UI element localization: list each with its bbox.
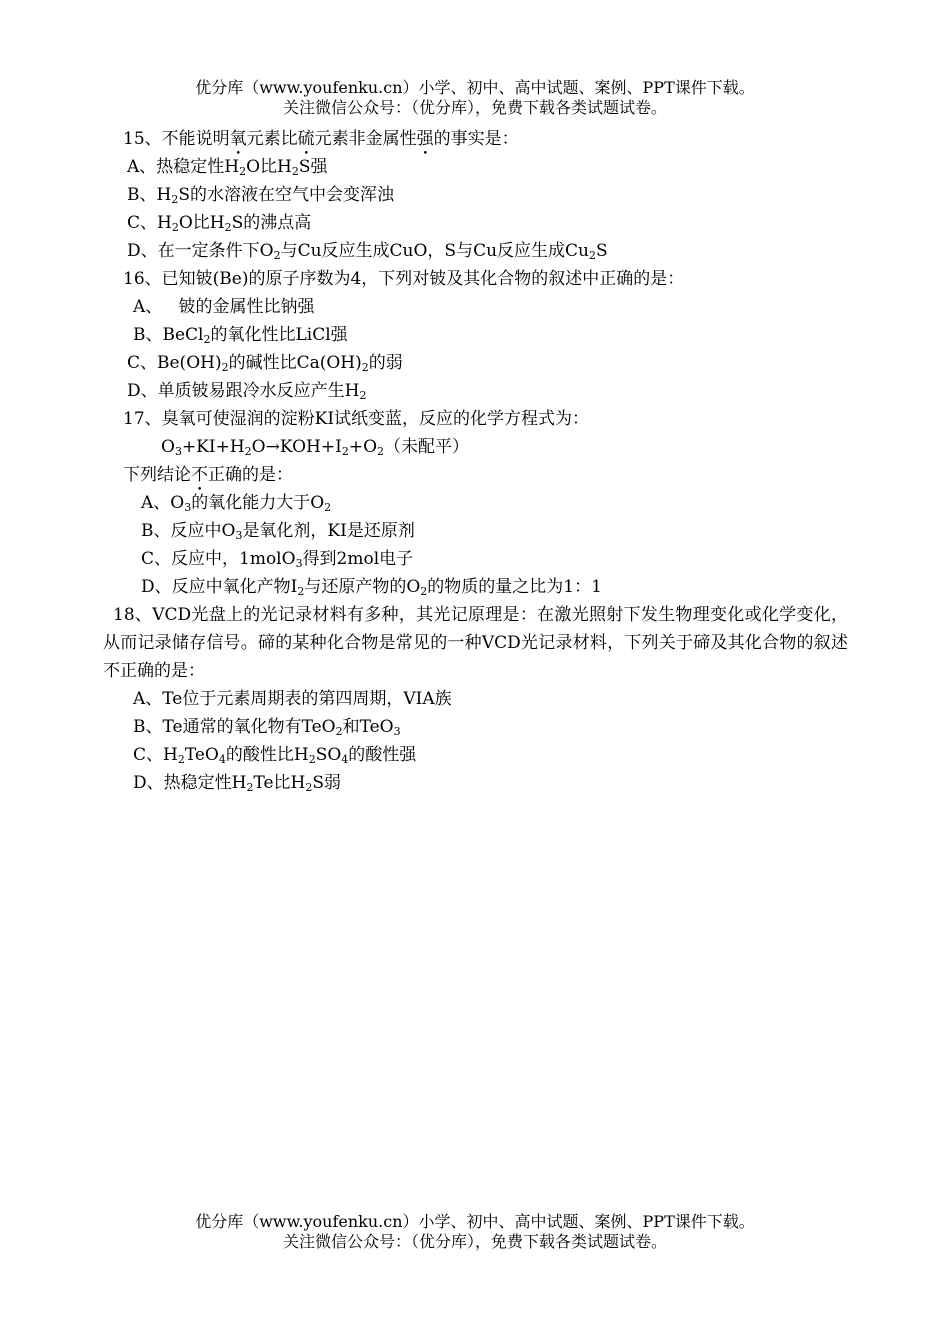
question-18-option-c: C、$H_2TeO_4$的酸性比$H_2SO_4$的酸性强 [133,745,417,766]
question-15-option-d: D、在一定条件下$O_2$与Cu反应生成CuO，S与Cu反应生成$Cu_2S$ [127,241,608,262]
emphasis-mark: 氧 [229,129,247,149]
question-18-stem: 18、VCD光盘上的光记录材料有多种，其光记原理是：在激光照射下发生物理变化或化学变化，从而记录储存信号。碲的某种化合物是常见的一种VCD光记录材料，下列关于碲及其化合物的叙述不正确的是： [103,605,848,681]
question-18-option-b: B、Te通常的氧化物有TeO$_2$和TeO$_3$ [133,717,401,738]
question-15-option-b: B、$H_2S$的水溶液在空气中会变浑浊 [127,185,394,206]
question-15-option-c: C、$H_2O$比$H_2S$的沸点高 [127,213,312,234]
emphasis-mark: 不 [191,465,208,485]
question-16-stem: 16、已知铍(Be)的原子序数为4，下列对铍及其化合物的叙述中正确的是： [123,269,685,289]
question-17-stem: 17、臭氧可使湿润的淀粉KI试纸变蓝，反应的化学方程式为： [123,409,590,429]
page-header [0,78,950,118]
header-line-1: 优分库（www.youfenku.cn）小学、初中、高中试题、案例、PPT课件下载。 [195,78,755,97]
question-16-option-b: B、BeCl$_2$的氧化性比LiCl强 [133,325,348,346]
question-16-option-c: C、$Be(OH)_2$的碱性比$Ca(OH)_2$的弱 [127,353,403,374]
footer-line-1: 优分库（www.youfenku.cn）小学、初中、高中试题、案例、PPT课件下载。 [195,1212,755,1231]
footer-line-2: 关注微信公众号：（优分库），免费下载各类试题试卷。 [282,1232,667,1251]
question-17-option-b: B、反应中$O_3$是氧化剂，KI是还原剂 [141,521,415,542]
question-content [103,125,848,797]
question-15-stem: 15、不能说明氧元素比硫元素非金属性强的事实是： [123,129,519,149]
question-17-option-c: C、反应中，1molO$_3$得到2mol电子 [141,549,414,570]
header-line-2: 关注微信公众号：（优分库），免费下载各类试题试卷。 [282,98,667,117]
question-16-option-d: D、单质铍易跟冷水反应产生$H_2$ [127,381,367,402]
question-17-option-d: D、反应中氧化产物$I_2$与还原产物的$O_2$的物质的量之比为1：1 [141,577,602,598]
question-17-sub-stem: 下列结论不正确的是： [123,465,293,485]
page-footer [0,1212,950,1252]
question-18-option-d: D、热稳定性$H_2Te$比$H_2S$弱 [133,773,342,794]
question-15-option-a: A、热稳定性$H_2O$比$H_2S$强 [127,157,328,178]
question-17-option-a: A、$O_3$的氧化能力大于$O_2$ [141,493,332,514]
question-18-option-a: A、Te位于元素周期表的第四周期，VIA族 [133,689,452,709]
question-16-option-a: A、 铍的金属性比钠强 [133,297,315,317]
emphasis-mark: 硫 [297,129,315,149]
question-17-equation: $O_3+KI+H_2O\to KOH+I_2+O_2$（未配平） [161,437,470,458]
emphasis-mark: 强 [416,129,434,149]
